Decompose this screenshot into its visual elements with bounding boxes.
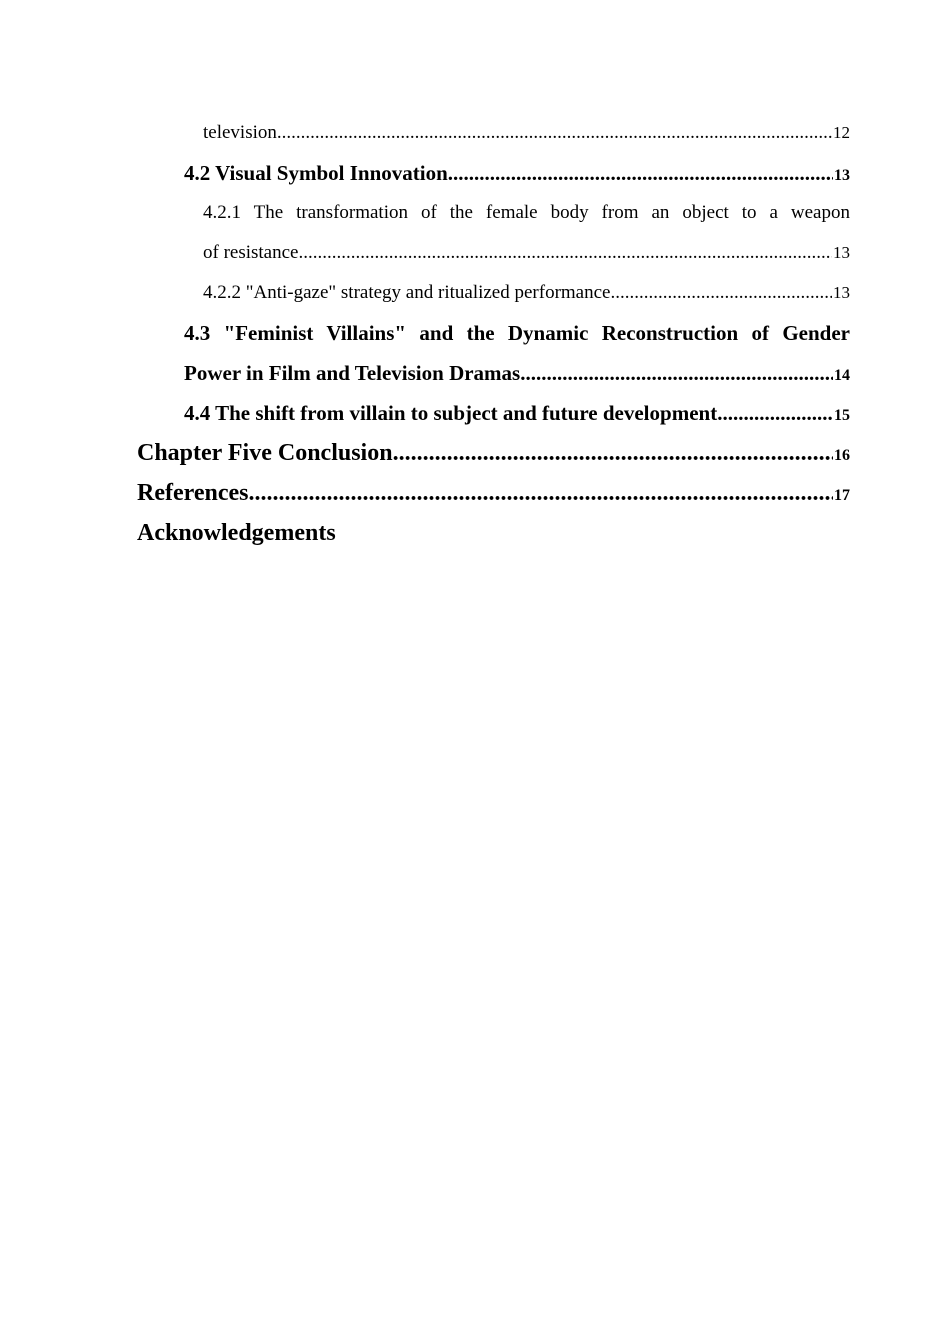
toc-entry-title: Acknowledgements xyxy=(137,520,336,546)
toc-entry-title: television xyxy=(203,122,277,143)
dot-leader xyxy=(393,433,833,473)
toc-page-number: 13 xyxy=(833,283,850,302)
toc-entry-continuation[interactable] xyxy=(137,233,850,273)
dot-leader xyxy=(520,353,833,393)
toc-entry-title-line: 4.2.1 The transformation of the female body from an object to a weapon xyxy=(203,202,850,223)
toc-page-number: 16 xyxy=(834,447,850,464)
table-of-contents xyxy=(137,113,850,553)
toc-entry-title: Chapter Five Conclusion xyxy=(137,440,393,466)
toc-page-number: 13 xyxy=(834,167,850,184)
toc-page-number: 15 xyxy=(834,407,850,424)
toc-entry-continuation[interactable] xyxy=(137,353,850,393)
toc-entry[interactable] xyxy=(137,433,850,473)
toc-entry[interactable] xyxy=(137,273,850,313)
toc-page-number: 17 xyxy=(834,487,850,504)
toc-page-number: 12 xyxy=(833,123,850,142)
toc-entry-title: 4.4 The shift from villain to subject and future development xyxy=(184,401,718,425)
toc-entry[interactable] xyxy=(137,113,850,153)
toc-entry[interactable] xyxy=(137,313,850,353)
toc-entry[interactable] xyxy=(137,393,850,433)
toc-entry-title: 4.2 Visual Symbol Innovation xyxy=(184,161,448,185)
toc-entry-title-line: 4.3 "Feminist Villains" and the Dynamic Reconstruction of Gender xyxy=(184,321,850,345)
toc-entry[interactable] xyxy=(137,473,850,513)
toc-entry[interactable] xyxy=(137,153,850,193)
toc-entry-title: 4.2.2 "Anti-gaze" strategy and ritualized performance xyxy=(203,282,611,303)
dot-leader xyxy=(249,473,834,513)
toc-entry[interactable] xyxy=(137,193,850,233)
dot-leader xyxy=(610,273,832,313)
toc-page-number: 13 xyxy=(833,243,850,262)
toc-entry-title-line: Power in Film and Television Dramas xyxy=(184,361,521,385)
toc-entry[interactable] xyxy=(137,513,850,553)
dot-leader xyxy=(448,153,833,193)
dot-leader xyxy=(298,233,832,273)
toc-entry-title: References xyxy=(137,480,249,506)
toc-page-number: 14 xyxy=(834,367,850,384)
dot-leader xyxy=(717,393,833,433)
toc-entry-title-line: of resistance xyxy=(203,242,299,263)
dot-leader xyxy=(277,113,832,153)
